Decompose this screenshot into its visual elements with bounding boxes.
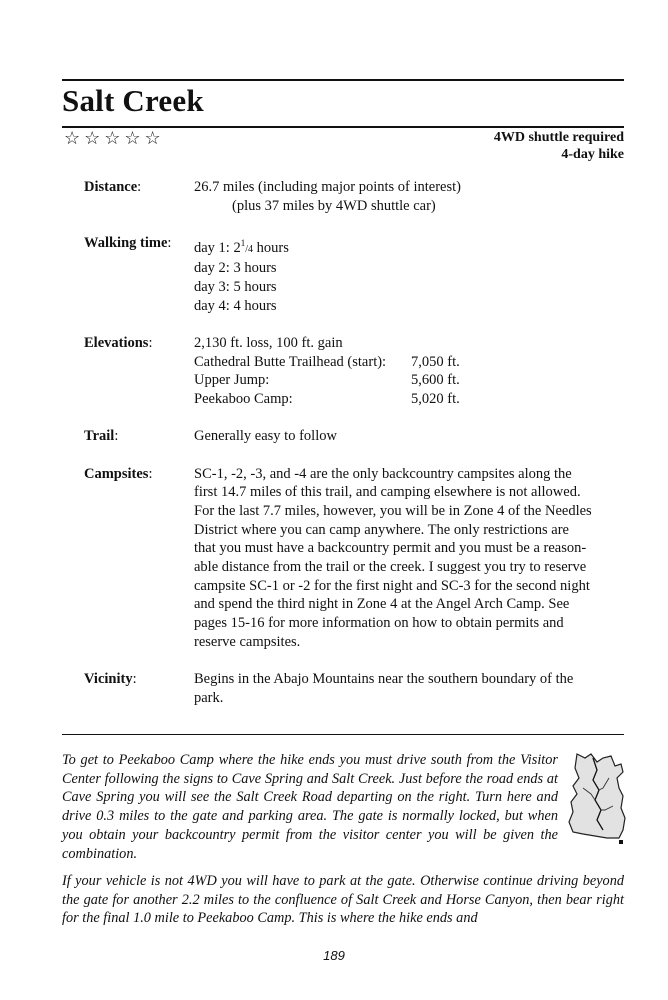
- distance-row: Distance: 26.7 miles (including major points of interest) (plus 37 miles by 4WD shuttle car): [84, 178, 624, 215]
- campsites-label: Campsites: [84, 465, 149, 482]
- distance-label: Distance: [84, 179, 138, 195]
- hike-info: [84, 178, 624, 708]
- distance-value: 26.7 miles (including major points of interest): [194, 179, 461, 195]
- shuttle-requirement: 4WD shuttle required: [493, 130, 624, 145]
- trail-row: Trail: Generally easy to follow: [84, 427, 624, 446]
- elevation-point: Peekaboo Camp: 5,020 ft.: [194, 391, 460, 408]
- directions-paragraph: To get to Peekaboo Camp where the hike ends you must drive south from the Visitor Center following the signs to Cave Spring and Salt Creek. Just before the road ends at Cave Spring you will see the Salt Creek Road departing on the right. Turn here and drive 0.3 miles to the gate and parking area. The gate is normally locked, but when you obtain your backcountry permit from the visitor center you will be given the combination.: [62, 752, 558, 862]
- walking-day-1: day 1: $2^1/4$ hours: [194, 237, 289, 256]
- rating-stars-icon: ☆☆☆☆☆: [64, 128, 165, 148]
- elevations-row: Elevations: 2,130 ft. loss, 100 ft. gain Cathedral Butte Trailhead (start): 7,050 ft. Upper Jump: 5,600 ft. Peekaboo Camp: 5,020 ft.: [84, 334, 624, 409]
- walking-day-2: day 2: 3 hours: [194, 260, 277, 277]
- elevation-summary: 2,130 ft. loss, 100 ft. gain: [194, 335, 343, 352]
- page-number: 189: [323, 948, 345, 963]
- elevation-point: Cathedral Butte Trailhead (start): 7,050 ft.: [194, 353, 460, 370]
- distance-shuttle: (plus 37 miles by 4WD shuttle car): [232, 197, 436, 214]
- elevation-point: Upper Jump: 5,600 ft.: [194, 372, 460, 389]
- vicinity-label: Vicinity: [84, 671, 133, 688]
- requirements-block: [494, 129, 624, 163]
- trail-label: Trail: [84, 428, 115, 445]
- walking-day-4: day 4: 4 hours: [194, 297, 277, 314]
- page-title: Salt Creek: [62, 83, 204, 118]
- locator-map-icon: [563, 748, 627, 848]
- walking-time-label: Walking time: [84, 234, 168, 251]
- vicinity-row: Vicinity: Begins in the Abajo Mountains near the southern boundary of the park.: [84, 670, 624, 707]
- walking-time-row: Walking time: day 1: $2^1/4$ hours day 2: 3 hours day 3: 5 hours day 4: 4 hours: [84, 234, 624, 316]
- directions-paragraph: If your vehicle is not 4WD you will have to park at the gate. Otherwise continue driving beyond the gate for another 2.2 miles to the confluence of Salt Creek and Horse Canyon, then bear right for the final 1.0 mile to Peekaboo Camp. This is where the hike ends and: [62, 873, 624, 927]
- top-rule: [62, 79, 624, 81]
- campsites-row: Campsites: SC-1, -2, -3, and -4 are the only backcountry campsites along the first 14.7 miles of this trail, and camping elsewhere is not allowed. For the last 7.7 miles, however, you will be in Zone 4 of the Needles District where you can camp anywhere. The only restrictions are that you must have a backcountry permit and you must be a reason- able distance from the trail or the creek. I suggest you try to reserve campsite SC-1 or -2 for the first night and SC-3 for the second night and spend the third night in Zone 4 at the Angel Arch Camp. See pages 15-16 for more information on how to obtain permits and reserve campsites.: [84, 465, 624, 652]
- walking-day-3: day 3: 5 hours: [194, 279, 277, 296]
- section-divider: [62, 734, 624, 735]
- elevations-label: Elevations: [84, 335, 149, 352]
- hike-duration: 4-day hike: [561, 147, 624, 162]
- campsites-text: SC-1, -2, -3, and -4 are the only backcountry campsites along the first 14.7 miles of this trail, and camping elsewhere is not allowed. For the last 7.7 miles, however, you will be in Zone 4 of the Needles District where you can camp anywhere. The only restrictions are that you must have a backcountry permit and you must be a reason- able distance from the trail or the creek. I suggest you try to reserve campsite SC-1 or -2 for the first night and SC-3 for the second night and spend the third night in Zone 4 at the Angel Arch Camp. See pages 15-16 for more information on how to obtain permits and reserve campsites.: [194, 465, 592, 650]
- trail-value: Generally easy to follow: [194, 428, 337, 445]
- vicinity-text: Begins in the Abajo Mountains near the southern boundary of the park.: [194, 671, 574, 706]
